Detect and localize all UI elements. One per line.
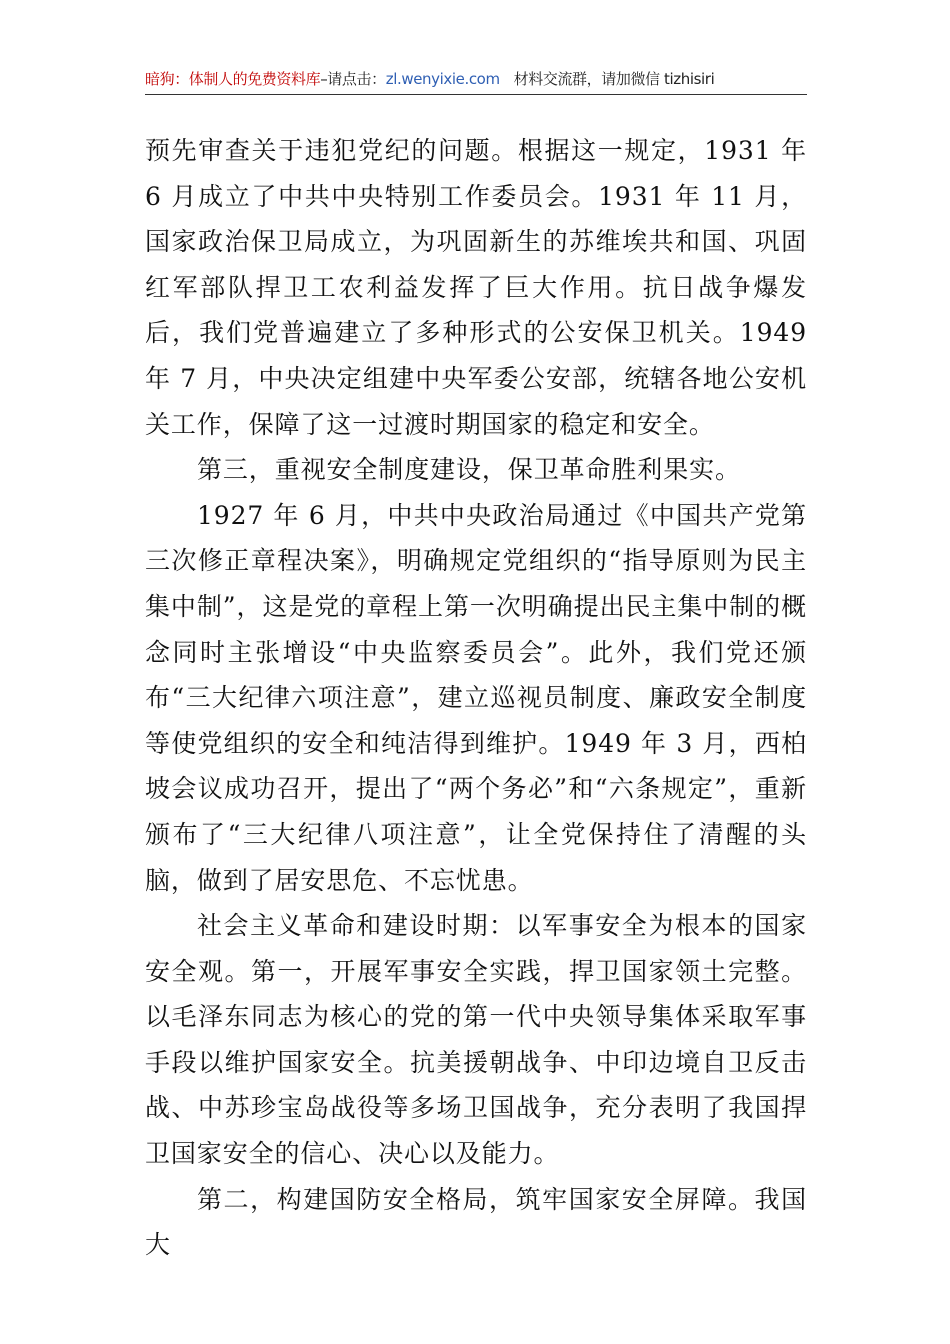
header-separator-text: –请点击： [320,70,386,88]
page-header [145,64,807,95]
paragraph-socialist-period: 社会主义革命和建设时期：以军事安全为根本的国家安全观。第一，开展军事安全实践，捍卫国家领土完整。以毛泽东同志为核心的党的第一代中央领导集体采取军事手段以维护国家安全。抗美援朝战争、中印边境自卫反击战、中苏珍宝岛战役等多场卫国战争，充分表明了我国捍卫国家安全的信心、决心以及能力。 [145,911,807,1169]
paragraph-1927-constitution: 1927 年 6 月，中共中央政治局通过《中国共产党第三次修正章程决案》，明确规定党组织的“指导原则为民主集中制”，这是党的章程上第一次明确提出民主集中制的概念同时主张增设“中央监察委员会”。此外，我们党还颁布“三大纪律六项注意”，建立巡视员制度、廉政安全制度等使党组织的安全和纯洁得到维护。1949 年 3 月，西柏坡会议成功召开，提出了“两个务必”和“六条规定”，重新颁布了“三大纪律八项注意”，让全党保持住了清醒的头脑，做到了居安思危、不忘忧患。 [145,500,807,895]
header-site-link[interactable]: zl.wenyixie.com [385,70,500,88]
paragraph-national-defense: 第二，构建国防安全格局，筑牢国家安全屏障。我国大 [145,1184,807,1260]
header-wechat-text: 材料交流群，请加微信 tizhisiri [513,70,715,88]
section-heading-third: 第三，重视安全制度建设，保卫革命胜利果实。 [197,455,741,485]
document-body [145,128,807,1268]
paragraph-continuation: 预先审查关于违犯党纪的问题。根据这一规定，1931 年 6 月成立了中共中央特别工作委员会。1931 年 11 月，国家政治保卫局成立，为巩固新生的苏维埃共和国、巩固红军部队捍卫工农利益发挥了巨大作用。抗日战争爆发后，我们党普遍建立了多种形式的公安保卫机关。1949 年 7 月，中央决定组建中央军委公安部，统辖各地公安机关工作，保障了这一过渡时期国家的稳定和安全。 [145,136,807,439]
header-brand-text: 暗狗：体制人的免费资料库 [145,70,321,88]
